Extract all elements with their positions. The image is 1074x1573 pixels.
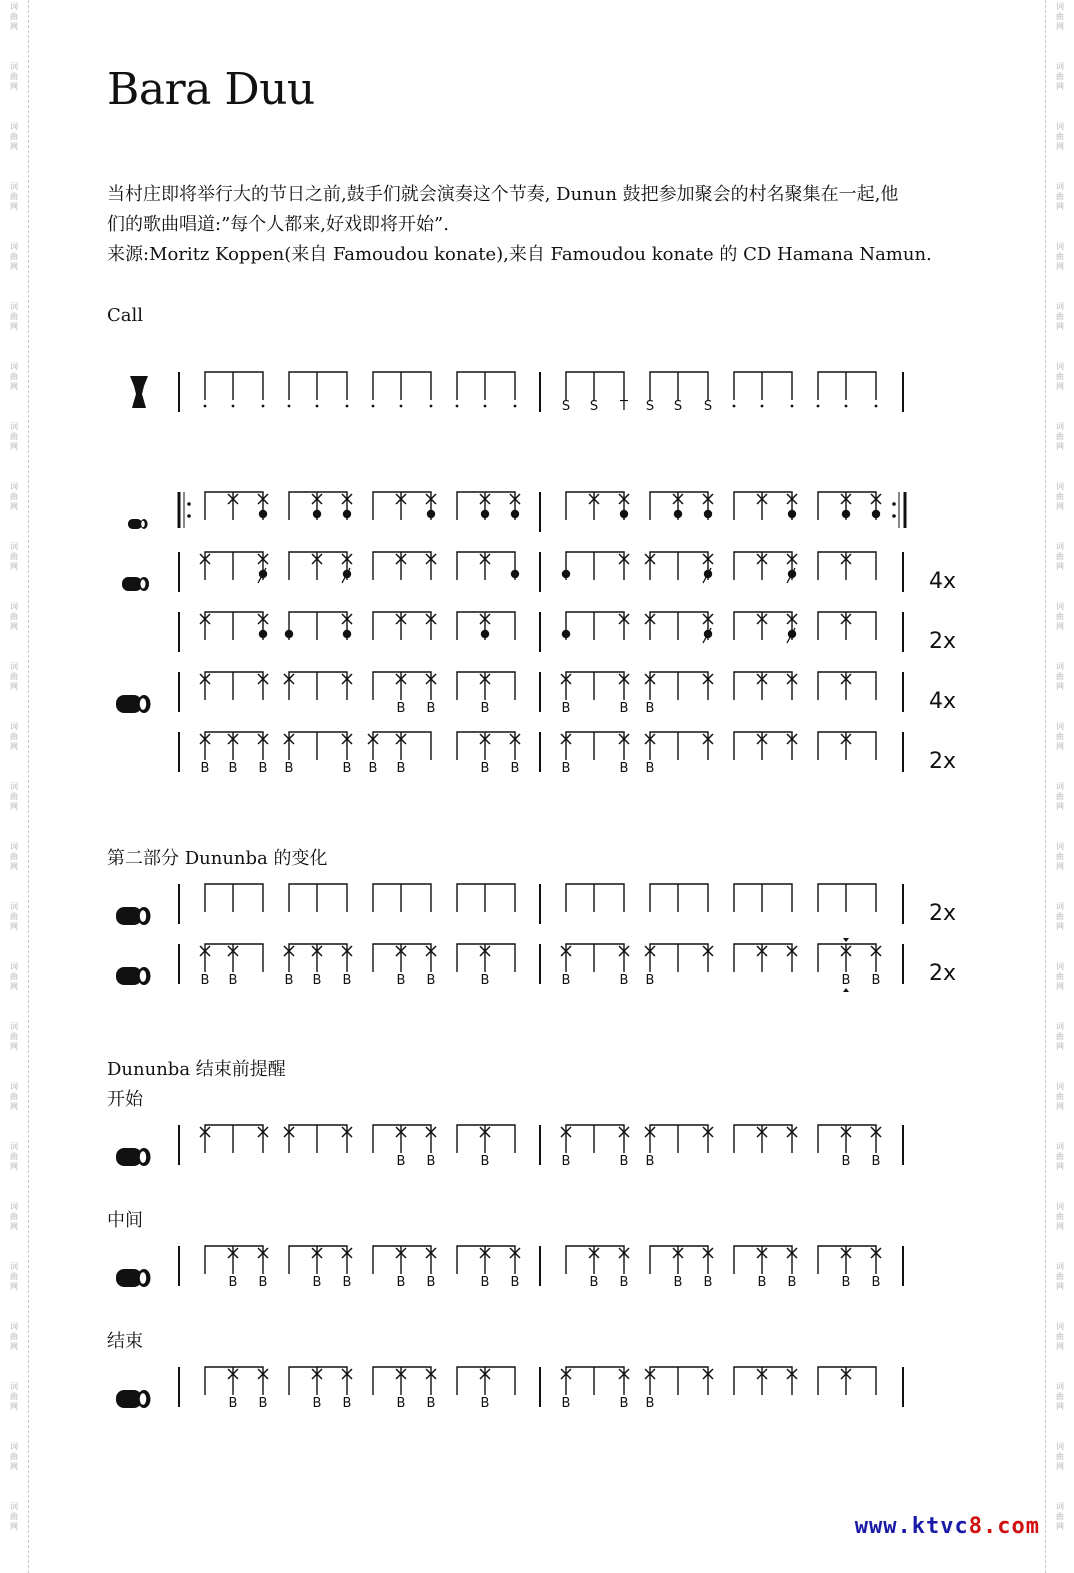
left-watermark: 词 曲 网 xyxy=(10,962,18,991)
dununba-icon xyxy=(116,967,150,985)
right-watermark: 词 曲 网 xyxy=(1056,782,1064,811)
bell-label: B xyxy=(258,1275,268,1290)
open-note xyxy=(674,510,682,518)
rest-dot xyxy=(484,405,487,408)
bell-label: B xyxy=(619,973,629,988)
beat-bracket xyxy=(289,944,347,972)
beat-bracket xyxy=(373,672,431,700)
bell-label: B xyxy=(368,761,378,776)
bell-label: B xyxy=(258,1396,268,1411)
repeat-count-label: 2x xyxy=(929,629,957,654)
bell-label: B xyxy=(480,973,490,988)
bell-label: B xyxy=(396,701,406,716)
bell-label: B xyxy=(480,1154,490,1169)
section-reminder-label: Dununba 结束前提醒 xyxy=(107,1059,286,1080)
djembe-stroke-label: S xyxy=(703,399,713,414)
bell-label: B xyxy=(510,1275,520,1290)
beat-bracket xyxy=(205,1246,263,1274)
rest-dot xyxy=(232,405,235,408)
bell-label: B xyxy=(426,1154,436,1169)
beat-bracket xyxy=(566,1125,624,1153)
left-watermark: 词 曲 网 xyxy=(10,182,18,211)
left-watermark: 词 曲 网 xyxy=(10,242,18,271)
beat-bracket xyxy=(734,672,792,700)
open-note xyxy=(872,510,880,518)
beat-bracket xyxy=(566,672,624,700)
beat-bracket xyxy=(373,372,431,400)
bell-label: B xyxy=(284,761,294,776)
open-note xyxy=(313,510,321,518)
kenkeni-icon xyxy=(128,519,148,529)
open-note xyxy=(704,510,712,518)
rest-dot xyxy=(845,405,848,408)
left-watermark: 词 曲 网 xyxy=(10,842,18,871)
right-watermark: 词 曲 网 xyxy=(1056,1262,1064,1291)
drum-head-inner xyxy=(140,698,146,710)
bell-label: B xyxy=(426,701,436,716)
bell-label: B xyxy=(396,1396,406,1411)
right-watermark: 词 曲 网 xyxy=(1056,482,1064,511)
beat-bracket xyxy=(205,552,263,580)
right-watermark: 词 曲 网 xyxy=(1056,302,1064,331)
bell-label: B xyxy=(480,1396,490,1411)
bell-label: B xyxy=(396,761,406,776)
beat-bracket xyxy=(734,732,792,760)
right-watermark: 词 曲 网 xyxy=(1056,1322,1064,1351)
bell-label: B xyxy=(510,761,520,776)
rest-dot xyxy=(372,405,375,408)
right-watermark: 词 曲 网 xyxy=(1056,1022,1064,1051)
beat-bracket xyxy=(289,672,347,700)
bell-label: B xyxy=(228,1396,238,1411)
beat-bracket xyxy=(457,372,515,400)
bell-label: B xyxy=(841,1154,851,1169)
bell-label: B xyxy=(426,1396,436,1411)
footer-url-part2: 8.com xyxy=(968,1514,1040,1539)
right-watermark: 词 曲 网 xyxy=(1056,1502,1064,1531)
beat-bracket xyxy=(289,1367,347,1395)
open-note xyxy=(620,510,628,518)
beat-bracket xyxy=(289,612,347,640)
bell-label: B xyxy=(561,761,571,776)
beat-bracket xyxy=(457,1246,515,1274)
sangban-icon xyxy=(122,577,149,591)
bell-label: B xyxy=(703,1275,713,1290)
section-part2-label: 第二部分 Dununba 的变化 xyxy=(107,848,328,869)
open-note xyxy=(511,510,519,518)
beat-bracket xyxy=(566,552,624,580)
bell-label: B xyxy=(228,973,238,988)
right-watermark: 词 曲 网 xyxy=(1056,62,1064,91)
rest-dot xyxy=(875,405,878,408)
beat-bracket xyxy=(373,1125,431,1153)
bell-label: B xyxy=(619,1275,629,1290)
bell-label: B xyxy=(396,1275,406,1290)
bell-label: B xyxy=(871,1154,881,1169)
left-watermark: 词 曲 网 xyxy=(10,1502,18,1531)
rest-dot xyxy=(791,405,794,408)
beat-bracket xyxy=(457,732,515,760)
beat-bracket xyxy=(734,1367,792,1395)
repeat-count-label: 4x xyxy=(929,689,957,714)
bell-label: B xyxy=(619,761,629,776)
bell-label: B xyxy=(619,1396,629,1411)
rest-dot xyxy=(346,405,349,408)
section-start-label: 开始 xyxy=(107,1089,143,1110)
left-watermark: 词 曲 网 xyxy=(10,482,18,511)
beat-bracket xyxy=(818,552,876,580)
beat-bracket xyxy=(566,612,624,640)
bell-label: B xyxy=(645,973,655,988)
repeat-count-label: 4x xyxy=(929,569,957,594)
right-watermark: 词 曲 网 xyxy=(1056,542,1064,571)
right-watermark: 词 曲 网 xyxy=(1056,1442,1064,1471)
djembe-icon xyxy=(130,376,148,408)
beat-bracket xyxy=(818,884,876,912)
bell-label: B xyxy=(673,1275,683,1290)
dununba-icon xyxy=(116,695,150,713)
beat-bracket xyxy=(566,372,624,400)
drum-head-inner xyxy=(141,521,145,527)
rest-dot xyxy=(288,405,291,408)
bell-label: B xyxy=(787,1275,797,1290)
bell-label: B xyxy=(312,973,322,988)
rest-dot xyxy=(204,405,207,408)
beat-bracket xyxy=(205,884,263,912)
section-call-label: Call xyxy=(107,305,144,326)
drum-head-inner xyxy=(140,1272,146,1284)
dununba-icon xyxy=(116,1148,150,1166)
bell-label: B xyxy=(200,973,210,988)
beat-bracket xyxy=(650,552,708,580)
djembe-stroke-label: T xyxy=(620,399,628,414)
right-watermark: 词 曲 网 xyxy=(1056,902,1064,931)
bell-label: B xyxy=(342,761,352,776)
beat-bracket xyxy=(818,1125,876,1153)
beat-bracket xyxy=(650,884,708,912)
djembe-stroke-label: S xyxy=(589,399,599,414)
right-watermark: 词 曲 网 xyxy=(1056,182,1064,211)
open-note xyxy=(427,510,435,518)
left-watermark: 词 曲 网 xyxy=(10,1202,18,1231)
beat-bracket xyxy=(205,1367,263,1395)
section-end-label: 结束 xyxy=(107,1331,143,1352)
repeat-count-label: 2x xyxy=(929,749,957,774)
beat-bracket xyxy=(650,372,708,400)
beat-bracket xyxy=(205,944,263,972)
beat-bracket xyxy=(205,732,263,760)
bell-label: B xyxy=(871,973,881,988)
beat-bracket xyxy=(205,1125,263,1153)
beat-bracket xyxy=(289,732,347,760)
left-watermark: 词 曲 网 xyxy=(10,542,18,571)
bell-label: B xyxy=(480,761,490,776)
repeat-count-label: 2x xyxy=(929,901,957,926)
footer-url xyxy=(855,1514,1040,1539)
left-watermark: 词 曲 网 xyxy=(10,302,18,331)
beat-bracket xyxy=(818,1246,876,1274)
beat-bracket xyxy=(457,944,515,972)
beat-bracket xyxy=(650,1246,708,1274)
beat-bracket xyxy=(818,372,876,400)
left-watermark: 词 曲 网 xyxy=(10,422,18,451)
beat-bracket xyxy=(566,1367,624,1395)
beat-bracket xyxy=(373,1246,431,1274)
page-title: Bara Duu xyxy=(107,64,315,115)
djembe-stroke-label: S xyxy=(645,399,655,414)
beat-bracket xyxy=(205,672,263,700)
beat-bracket xyxy=(566,1246,624,1274)
bell-label: B xyxy=(480,701,490,716)
bell-label: B xyxy=(228,1275,238,1290)
beat-bracket xyxy=(289,1246,347,1274)
bell-label: B xyxy=(645,1396,655,1411)
rest-dot xyxy=(456,405,459,408)
repeat-dot xyxy=(892,514,896,518)
rest-dot xyxy=(316,405,319,408)
intro-line-3: 来源:Moritz Koppen(来自 Famoudou konate),来自 Famoudou konate 的 CD Hamana Namun. xyxy=(107,244,932,265)
beat-bracket xyxy=(734,552,792,580)
beat-bracket xyxy=(373,944,431,972)
right-watermark: 词 曲 网 xyxy=(1056,362,1064,391)
bell-label: B xyxy=(312,1275,322,1290)
left-watermark: 词 曲 网 xyxy=(10,122,18,151)
bell-label: B xyxy=(200,761,210,776)
footer-url-part1: www.ktvc xyxy=(854,1514,969,1539)
drum-head-inner xyxy=(140,910,146,922)
beat-bracket xyxy=(373,492,431,520)
bell-label: B xyxy=(561,701,571,716)
open-note xyxy=(788,510,796,518)
left-watermark: 词 曲 网 xyxy=(10,1262,18,1291)
drum-body xyxy=(128,519,142,529)
rest-dot xyxy=(733,405,736,408)
left-watermark: 词 曲 网 xyxy=(10,902,18,931)
open-note xyxy=(259,630,267,638)
bell-label: B xyxy=(589,1275,599,1290)
bell-label: B xyxy=(757,1275,767,1290)
beat-bracket xyxy=(650,672,708,700)
bell-label: B xyxy=(619,701,629,716)
beat-bracket xyxy=(818,612,876,640)
beat-bracket xyxy=(734,884,792,912)
rest-dot xyxy=(430,405,433,408)
left-watermark: 词 曲 网 xyxy=(10,782,18,811)
beat-bracket xyxy=(205,492,263,520)
open-note xyxy=(259,510,267,518)
open-note xyxy=(343,510,351,518)
right-watermark: 词 曲 网 xyxy=(1056,242,1064,271)
drum-head-inner xyxy=(140,970,146,982)
bell-label: B xyxy=(561,973,571,988)
bell-label: B xyxy=(396,973,406,988)
beat-bracket xyxy=(457,1367,515,1395)
left-watermark: 词 曲 网 xyxy=(10,1382,18,1411)
beat-bracket xyxy=(457,552,515,580)
open-note xyxy=(481,510,489,518)
right-watermark: 词 曲 网 xyxy=(1056,422,1064,451)
beat-bracket xyxy=(818,732,876,760)
beat-bracket xyxy=(818,672,876,700)
open-note xyxy=(481,630,489,638)
bell-label: B xyxy=(258,761,268,776)
right-watermark: 词 曲 网 xyxy=(1056,662,1064,691)
beat-bracket xyxy=(373,552,431,580)
beat-bracket xyxy=(289,552,347,580)
beat-bracket xyxy=(650,612,708,640)
intro-line-2: 们的歌曲唱道:”每个人都来,好戏即将开始”. xyxy=(107,214,449,235)
right-watermark: 词 曲 网 xyxy=(1056,962,1064,991)
right-watermark: 词 曲 网 xyxy=(1056,602,1064,631)
drum-head-inner xyxy=(140,1151,146,1163)
beat-bracket xyxy=(205,612,263,640)
beat-bracket xyxy=(566,492,624,520)
rest-dot xyxy=(514,405,517,408)
beat-bracket xyxy=(289,372,347,400)
bell-label: B xyxy=(426,973,436,988)
section-middle-label: 中间 xyxy=(107,1210,143,1231)
left-watermark: 词 曲 网 xyxy=(10,1442,18,1471)
bell-label: B xyxy=(645,1154,655,1169)
right-watermark: 词 曲 网 xyxy=(1056,1202,1064,1231)
bell-label: B xyxy=(228,761,238,776)
bell-label: B xyxy=(561,1396,571,1411)
beat-bracket xyxy=(818,944,876,972)
bell-label: B xyxy=(645,761,655,776)
djembe-stroke-label: S xyxy=(561,399,571,414)
beat-bracket xyxy=(457,672,515,700)
rest-dot xyxy=(400,405,403,408)
dununba-icon xyxy=(116,1390,150,1408)
accent-mark xyxy=(843,938,849,942)
bell-label: B xyxy=(396,1154,406,1169)
left-watermark: 词 曲 网 xyxy=(10,662,18,691)
beat-bracket xyxy=(734,1246,792,1274)
beat-bracket xyxy=(734,492,792,520)
beat-bracket xyxy=(566,732,624,760)
beat-bracket xyxy=(650,944,708,972)
accent-mark xyxy=(843,988,849,992)
bell-label: B xyxy=(284,973,294,988)
left-watermark: 词 曲 网 xyxy=(10,1322,18,1351)
dununba-icon xyxy=(116,1269,150,1287)
beat-bracket xyxy=(373,732,431,760)
beat-bracket xyxy=(457,1125,515,1153)
repeat-dot xyxy=(892,502,896,506)
repeat-count-label: 2x xyxy=(929,961,957,986)
open-note xyxy=(842,510,850,518)
left-watermark: 词 曲 网 xyxy=(10,1082,18,1111)
intro-line-1: 当村庄即将举行大的节日之前,鼓手们就会演奏这个节奏, Dunun 鼓把参加聚会的村名聚集在一起,他 xyxy=(107,184,899,205)
beat-bracket xyxy=(289,1125,347,1153)
bell-label: B xyxy=(480,1275,490,1290)
rest-dot xyxy=(761,405,764,408)
beat-bracket xyxy=(650,732,708,760)
bell-label: B xyxy=(312,1396,322,1411)
beat-bracket xyxy=(373,1367,431,1395)
left-watermark: 词 曲 网 xyxy=(10,62,18,91)
beat-bracket xyxy=(734,944,792,972)
beat-bracket xyxy=(373,884,431,912)
left-watermark: 词 曲 网 xyxy=(10,362,18,391)
beat-bracket xyxy=(818,1367,876,1395)
beat-bracket xyxy=(289,884,347,912)
beat-bracket xyxy=(650,1125,708,1153)
bell-label: B xyxy=(342,973,352,988)
beat-bracket xyxy=(734,612,792,640)
bell-label: B xyxy=(619,1154,629,1169)
beat-bracket xyxy=(373,612,431,640)
bell-label: B xyxy=(561,1154,571,1169)
beat-bracket xyxy=(734,1125,792,1153)
drum-head-inner xyxy=(140,580,145,589)
right-watermark: 词 曲 网 xyxy=(1056,1382,1064,1411)
bell-label: B xyxy=(342,1396,352,1411)
right-watermark: 词 曲 网 xyxy=(1056,722,1064,751)
open-note xyxy=(343,630,351,638)
left-watermark: 词 曲 网 xyxy=(10,602,18,631)
bell-label: B xyxy=(426,1275,436,1290)
djembe-stroke-label: S xyxy=(673,399,683,414)
beat-bracket xyxy=(566,944,624,972)
drum-head-inner xyxy=(140,1393,146,1405)
bell-label: B xyxy=(871,1275,881,1290)
djembe-body xyxy=(130,376,148,408)
beat-bracket xyxy=(457,884,515,912)
dununba-icon xyxy=(116,907,150,925)
left-watermark: 词 曲 网 xyxy=(10,2,18,31)
repeat-dot xyxy=(187,502,191,506)
bell-label: B xyxy=(645,701,655,716)
right-watermark: 词 曲 网 xyxy=(1056,1142,1064,1171)
rest-dot xyxy=(817,405,820,408)
repeat-dot xyxy=(187,514,191,518)
left-watermark: 词 曲 网 xyxy=(10,1022,18,1051)
beat-bracket xyxy=(205,372,263,400)
left-watermark: 词 曲 网 xyxy=(10,1142,18,1171)
beat-bracket xyxy=(650,1367,708,1395)
bell-label: B xyxy=(342,1275,352,1290)
right-watermark: 词 曲 网 xyxy=(1056,842,1064,871)
right-watermark: 词 曲 网 xyxy=(1056,122,1064,151)
rest-dot xyxy=(262,405,265,408)
right-watermark: 词 曲 网 xyxy=(1056,1082,1064,1111)
bell-label: B xyxy=(841,1275,851,1290)
right-watermark: 词 曲 网 xyxy=(1056,2,1064,31)
beat-bracket xyxy=(566,884,624,912)
bell-label: B xyxy=(841,973,851,988)
left-watermark: 词 曲 网 xyxy=(10,722,18,751)
beat-bracket xyxy=(734,372,792,400)
